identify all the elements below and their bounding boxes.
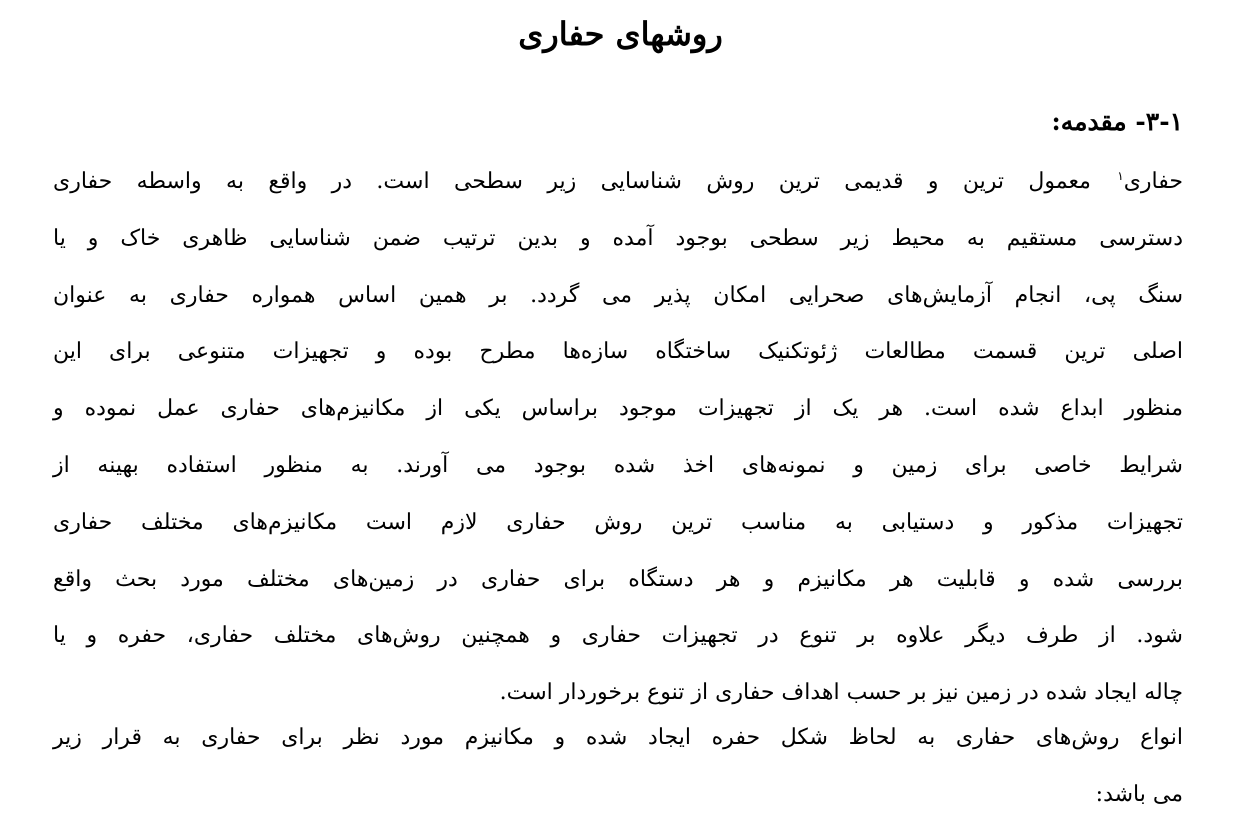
paragraph-line: بررسی شده و قابلیت هر مکانیزم و هر دستگاه برای حفاری در زمین‌های مختلف مورد بحث واقع <box>53 566 1183 592</box>
paragraph-line: چاله ایجاد شده در زمین نیز بر حسب اهداف حفاری از تنوع برخوردار است. <box>499 680 1183 706</box>
paragraph-line: شود. از طرف دیگر علاوه بر تنوع در تجهیزات حفاری و همچنین روش‌های مختلف حفاری، حفره و یا <box>53 623 1183 649</box>
paragraph-line: اصلی ترین قسمت مطالعات ژئوتکنیک ساختگاه سازه‌ها مطرح بوده و تجهیزات متنوعی برای این <box>53 339 1183 365</box>
paragraph-line: شرایط خاصی برای زمین و نمونه‌های اخذ شده بوجود می آورند. به منظور استفاده بهینه از <box>53 452 1183 478</box>
paragraph-line: تجهیزات مذکور و دستیابی به مناسب ترین روش حفاری لازم است مکانیزم‌های مختلف حفاری <box>53 509 1183 535</box>
page-title: روشهای حفاری <box>518 15 723 53</box>
line-text: معمول ترین و قدیمی ترین روش شناسایی زیر سطحی است. در واقع به واسطه حفاری <box>53 169 1091 194</box>
section-heading: ۳-۱- مقدمه: <box>1051 107 1183 136</box>
first-word: حفاری <box>1123 169 1183 194</box>
paragraph-line: منظور ابداع شده است. هر یک از تجهیزات موجود براساس یکی از مکانیزم‌های حفاری عمل نموده و <box>53 396 1183 422</box>
methods-paragraph <box>53 710 1183 824</box>
paragraph-line: سنگ پی، انجام آزمایش‌های صحرایی امکان پذیر می گردد. بر همین اساس همواره حفاری به عنوان <box>53 282 1183 308</box>
paragraph-line: می باشد: <box>1095 781 1183 807</box>
paragraph-line: انواع روش‌های حفاری به لحاظ شکل حفره ایجاد شده و مکانیزم مورد نظر برای حفاری به قرار زیر <box>53 725 1183 750</box>
paragraph-line: دسترسی مستقیم به محیط زیر سطحی بوجود آمده و بدین ترتیب ضمن شناسایی ظاهری خاک و یا <box>53 225 1183 251</box>
footnote-marker: ۱ <box>1117 169 1124 183</box>
intro-paragraph <box>53 154 1183 722</box>
paragraph-line <box>53 154 1183 211</box>
